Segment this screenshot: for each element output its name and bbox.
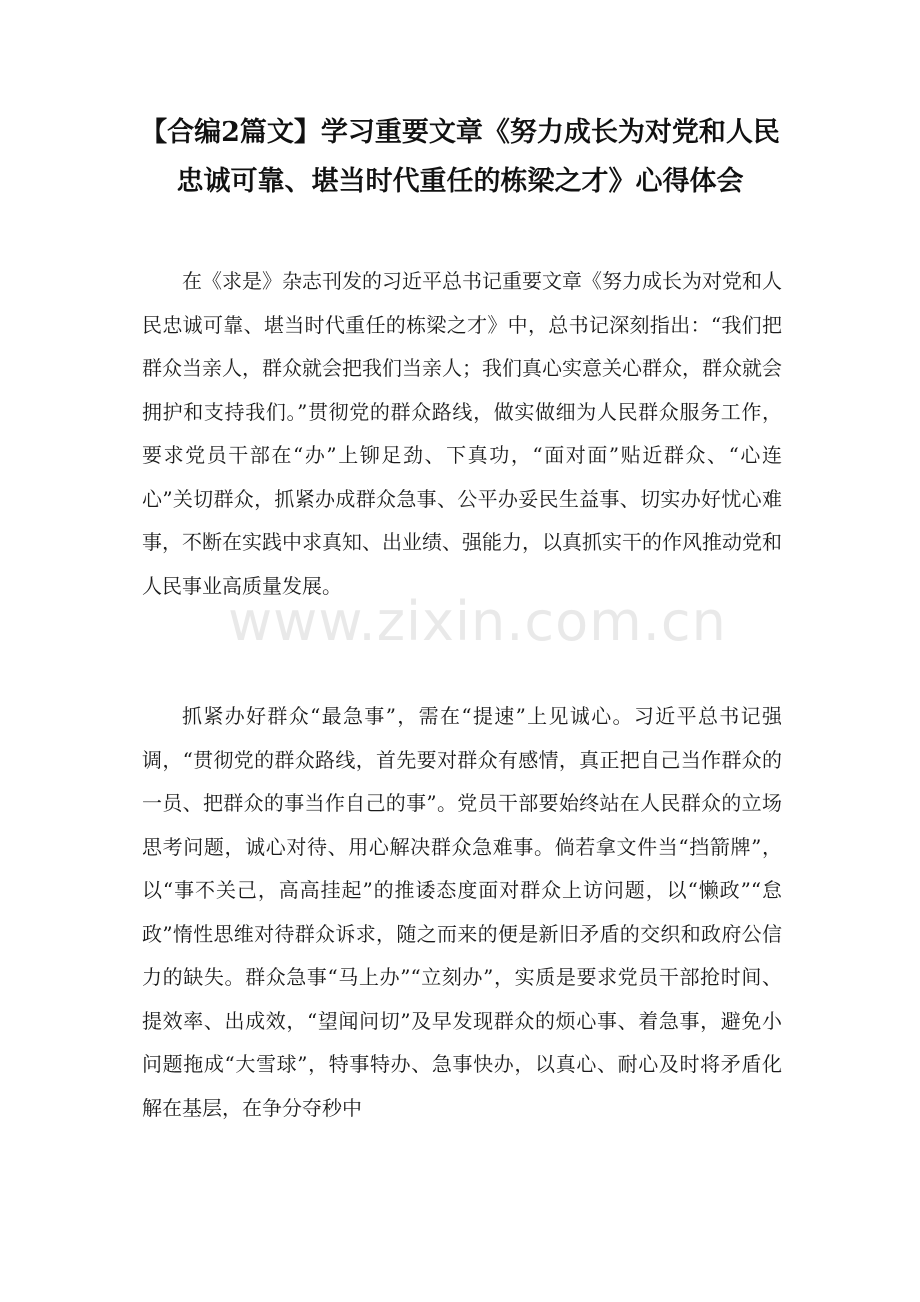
document-title: 【合编2篇文】学习重要文章《努力成长为对党和人民忠诚可靠、堪当时代重任的栋梁之才》心得体会 [140,117,780,197]
paragraph-1: 在《求是》杂志刊发的习近平总书记重要文章《努力成长为对党和人民忠诚可靠、堪当时代重任的栋梁之才》中，总书记深刻指出：“我们把群众当亲人，群众就会把我们当亲人；我们真心实意关心群众，群众就会拥护和支持我们。”贯彻党的群众路线，做实做细为人民群众服务工作，要求党员干部在“办”上铆足劲、下真功，“面对面”贴近群众、“心连心”关切群众，抓紧办成群众急事、公平办妥民生益事、切实办好忧心难事，不断在实践中求真知、出业绩、强能力，以真抓实干的作风推动党和人民事业高质量发展。 [142,269,782,598]
watermark-text: www.zixin.com.cn [228,590,727,653]
paragraph-2: 抓紧办好群众“最急事”，需在“提速”上见诚心。习近平总书记强调，“贯彻党的群众路线，首先要对群众有感情，真正把自己当作群众的一员、把群众的事当作自己的事”。党员干部要始终站在人民群众的立场思考问题，诚心对待、用心解决群众急难事。倘若拿文件当“挡箭牌”，以“事不关己，高高挂起”的推诿态度面对群众上访问题，以“懒政”“怠政”惰性思维对待群众诉求，随之而来的便是新旧矛盾的交织和政府公信力的缺失。群众急事“马上办”“立刻办”，实质是要求党员干部抢时间、提效率、出成效，“望闻问切”及早发现群众的烦心事、着急事，避免小问题拖成“大雪球”，特事特办、急事快办，以真心、耐心及时将矛盾化解在基层，在争分夺秒中 [142,704,782,1120]
